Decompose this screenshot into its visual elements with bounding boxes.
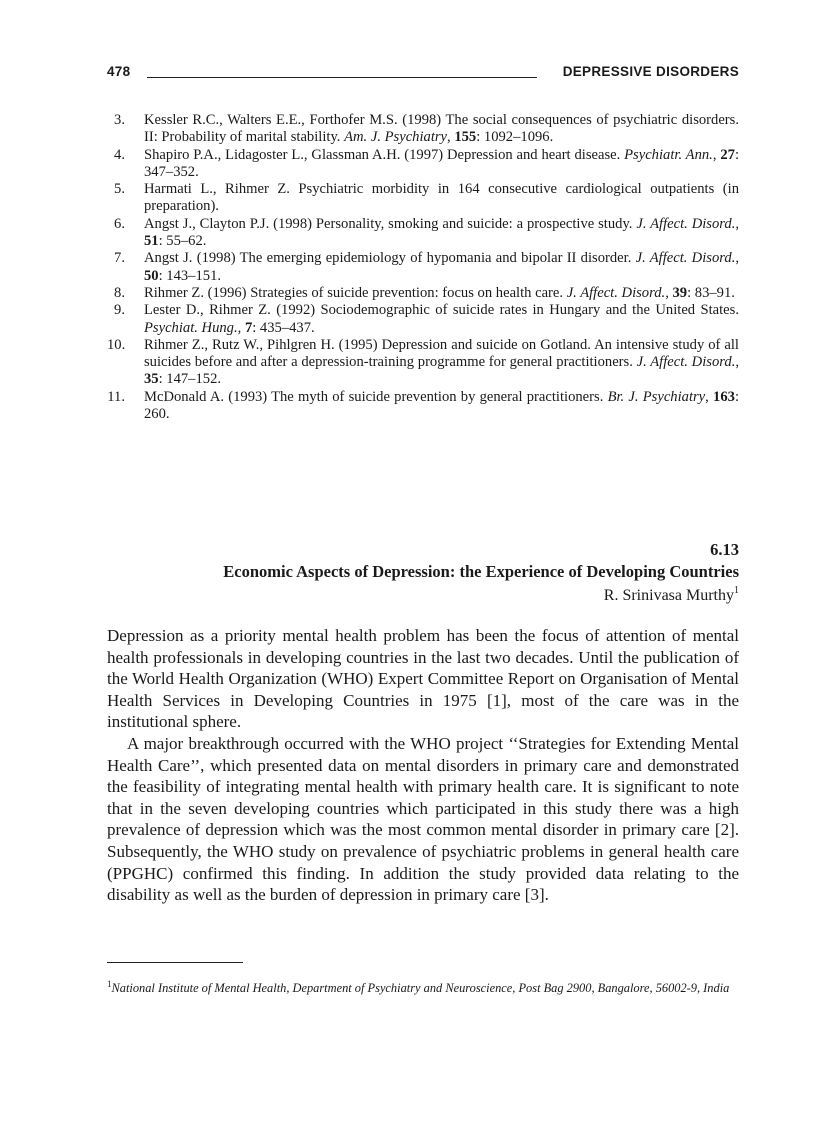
reference-separator: ,: [705, 388, 714, 405]
reference-text: Rihmer Z. (1996) Strategies of suicide prevention: focus on health care.: [144, 284, 567, 301]
reference-text: McDonald A. (1993) The myth of suicide prevention by general practitioners.: [144, 388, 608, 405]
section-number: 6.13: [710, 540, 739, 559]
reference-volume: 50: [144, 267, 159, 284]
reference-journal: J. Affect. Disord.: [636, 354, 736, 371]
reference-separator: ,: [447, 129, 455, 146]
section-title: Economic Aspects of Depression: the Experience of Developing Countries: [223, 562, 739, 581]
reference-number: 8.: [114, 284, 125, 301]
reference-text: Harmati L., Rihmer Z. Psychiatric morbidity in 164 consecutive cardiological outpatients (in preparation).: [144, 181, 739, 215]
reference-volume: 51: [144, 233, 159, 250]
reference-item: [107, 389, 739, 424]
reference-journal: Psychiat. Hung.: [144, 319, 238, 336]
reference-number: 11.: [107, 388, 125, 405]
reference-volume: 35: [144, 371, 159, 388]
reference-volume: 155: [454, 129, 477, 146]
reference-item: [107, 337, 739, 389]
reference-pages: : 435–437.: [252, 319, 315, 336]
reference-number: 7.: [114, 250, 125, 267]
running-header: [107, 64, 739, 84]
reference-text: Kessler R.C., Walters E.E., Forthofer M.S. (1998) The social consequences of psychiatric disorders. II: Probability of marital stability.: [144, 112, 739, 146]
reference-text: Lester D., Rihmer Z. (1992) Sociodemographic of suicide rates in Hungary and the United States.: [144, 302, 739, 319]
reference-pages: : 143–151.: [158, 267, 222, 284]
reference-journal: Br. J. Psychiatry: [607, 388, 706, 405]
reference-pages: : 347–352.: [144, 146, 740, 180]
reference-item: [107, 216, 739, 251]
reference-separator: ,: [237, 319, 245, 336]
paragraph: Depression as a priority mental health problem has been the focus of attention of mental health professionals in developing countries in the last two decades. Until the publication of the World Health Organization (WHO) Expert Committee Report on Organisation of Mental Health Services in Developing Countries in 1975 [1], most of the care was in the institutional sphere.: [107, 626, 739, 732]
reference-separator: ,: [735, 215, 740, 232]
reference-number: 9.: [114, 302, 125, 319]
reference-number: 10.: [107, 336, 126, 353]
reference-item: [107, 181, 739, 216]
reference-number: 3.: [114, 112, 125, 128]
reference-volume: 163: [713, 388, 735, 405]
reference-number: 5.: [114, 181, 125, 198]
footnote-text: National Institute of Mental Health, Department of Psychiatry and Neuroscience, Post Bag 2900, Bangalore, 56002-9, India: [111, 981, 730, 995]
reference-item: [107, 112, 739, 147]
reference-item: [107, 302, 739, 337]
reference-journal: Psychiatr. Ann.: [624, 146, 713, 163]
running-title: DEPRESSIVE DISORDERS: [562, 64, 739, 79]
header-rule: [147, 77, 537, 78]
reference-pages: : 147–152.: [158, 371, 222, 388]
reference-pages: : 55–62.: [158, 233, 207, 250]
author-line: [604, 585, 739, 605]
reference-journal: J. Affect. Disord.: [636, 215, 736, 232]
footnote: [107, 976, 739, 998]
footnote-mark: 1: [107, 979, 112, 989]
reference-journal: J. Affect. Disord.: [566, 284, 666, 301]
reference-separator: ,: [735, 250, 739, 267]
footnote-rule: [107, 962, 243, 963]
page-number: 478: [107, 64, 131, 79]
reference-pages: : 83–91.: [687, 284, 735, 301]
reference-item: [107, 285, 739, 302]
reference-separator: ,: [665, 284, 673, 301]
reference-volume: 27: [720, 146, 735, 163]
body-text: [107, 625, 739, 906]
reference-separator: ,: [712, 146, 721, 163]
reference-pages: : 260.: [144, 388, 739, 423]
reference-text: Angst J., Clayton P.J. (1998) Personality, smoking and suicide: a prospective study.: [144, 215, 637, 232]
reference-item: [107, 147, 739, 182]
reference-number: 6.: [114, 215, 125, 232]
reference-text: Shapiro P.A., Lidagoster L., Glassman A.H. (1997) Depression and heart disease.: [144, 146, 625, 163]
reference-separator: ,: [735, 354, 739, 371]
paragraph: A major breakthrough occurred with the WHO project ‘‘Strategies for Extending Mental Health Care’’, which presented data on mental disorders in primary care and demonstrated the feasibility of integrating mental health with primary health care. It is significant to note that in the seven developing countries which participated in this study there was a high prevalence of depression which was the most common mental disorder in primary care [2]. Subsequently, the WHO study on prevalence of psychiatric problems in general health care (PPGHC) confirmed this finding. In addition the study provided data relating to the disability as well as the burden of depression in primary care [3].: [107, 733, 739, 905]
reference-text: Angst J. (1998) The emerging epidemiology of hypomania and bipolar II disorder.: [144, 250, 636, 267]
reference-list: [107, 112, 739, 423]
reference-volume: 7: [244, 319, 253, 336]
reference-text: Rihmer Z., Rutz W., Pihlgren H. (1995) Depression and suicide on Gotland. An intensive study of all suicides before and after a depression-training programme for general practitioners.: [144, 336, 739, 371]
author-name: R. Srinivasa Murthy: [603, 587, 734, 604]
reference-number: 4.: [114, 146, 125, 163]
reference-item: [107, 250, 739, 285]
author-footnote-mark: 1: [734, 585, 739, 596]
reference-journal: Am. J. Psychiatry: [344, 129, 448, 146]
reference-pages: : 1092–1096.: [476, 129, 554, 146]
reference-volume: 39: [672, 284, 688, 301]
reference-journal: J. Affect. Disord.: [635, 250, 736, 267]
